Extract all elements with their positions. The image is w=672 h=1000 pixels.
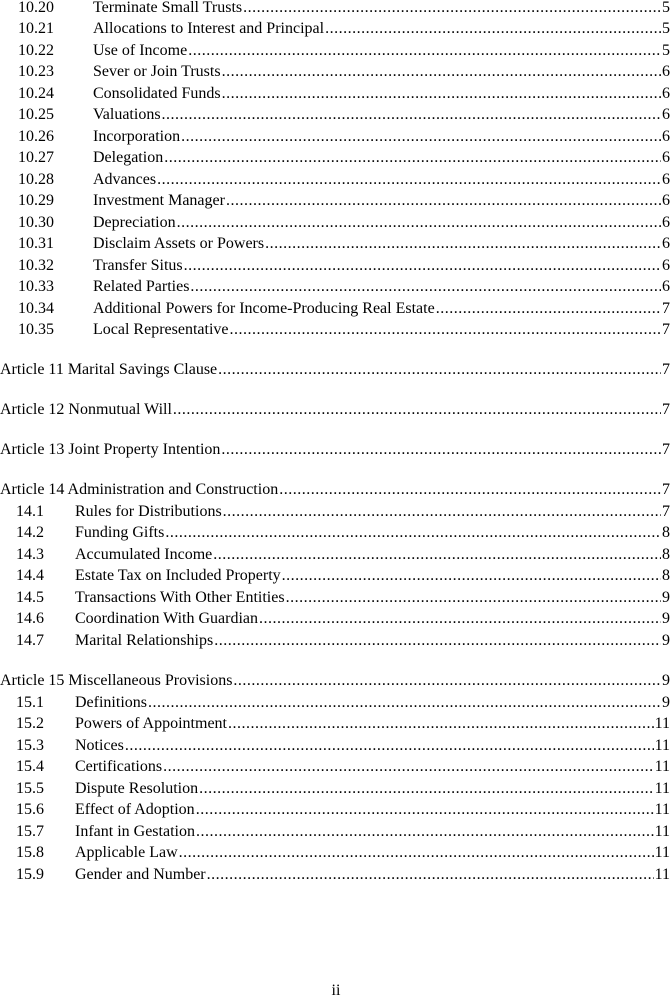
- toc-entry-10-28[interactable]: [0, 169, 670, 190]
- dot-leader: [181, 126, 661, 147]
- dot-leader: [286, 587, 661, 608]
- page-number: 8: [662, 567, 670, 584]
- section-number: 15.9: [16, 866, 44, 883]
- toc-entry-14-2[interactable]: [0, 522, 670, 543]
- dot-leader: [162, 104, 661, 125]
- dot-leader: [199, 778, 653, 799]
- section-number: 10.22: [18, 42, 54, 59]
- dot-leader: [233, 670, 661, 691]
- dot-leader: [165, 522, 661, 543]
- toc-entry-15-8[interactable]: [0, 842, 670, 863]
- toc-entry-10-22[interactable]: [0, 40, 670, 61]
- section-title: Transactions With Other Entities: [75, 589, 285, 606]
- page-number: 7: [662, 441, 670, 458]
- section-number: 14.5: [16, 589, 44, 606]
- toc-entry-10-29[interactable]: [0, 190, 670, 211]
- page-number: 9: [662, 589, 670, 606]
- page-number: 11: [654, 866, 670, 883]
- dot-leader: [190, 276, 661, 297]
- section-title: Additional Powers for Income-Producing Real Estate: [93, 300, 435, 317]
- dot-leader: [188, 40, 661, 61]
- dot-leader: [164, 147, 661, 168]
- dot-leader: [218, 359, 661, 380]
- section-number: 15.1: [16, 694, 44, 711]
- page-number: 5: [662, 0, 670, 16]
- section-number: 15.3: [16, 737, 44, 754]
- article-title: Article 14 Administration and Construction: [0, 481, 279, 498]
- section-number: 10.30: [18, 214, 54, 231]
- dot-leader: [125, 735, 654, 756]
- dot-leader: [184, 255, 661, 276]
- section-title: Sever or Join Trusts: [93, 63, 221, 80]
- dot-leader: [279, 479, 661, 500]
- toc-entry-10-24[interactable]: [0, 83, 670, 104]
- section-title: Disclaim Assets or Powers: [93, 235, 265, 252]
- section-number: 15.7: [16, 823, 44, 840]
- page-number: 6: [662, 149, 670, 166]
- section-title: Investment Manager: [93, 192, 225, 209]
- section-title: Certifications: [75, 758, 163, 775]
- toc-entry-15-3[interactable]: [0, 735, 670, 756]
- page-footer-number: ii: [331, 982, 341, 999]
- section-title: Gender and Number: [75, 866, 206, 883]
- article-title: Article 13 Joint Property Intention: [0, 441, 221, 458]
- page-number: 9: [662, 632, 670, 649]
- page-number: 6: [662, 257, 670, 274]
- toc-entry-10-30[interactable]: [0, 212, 670, 233]
- section-title: Terminate Small Trusts: [93, 0, 243, 16]
- dot-leader: [214, 630, 661, 651]
- dot-leader: [259, 608, 661, 629]
- dot-leader: [179, 842, 654, 863]
- section-number: 10.35: [18, 321, 54, 338]
- section-number: 10.25: [18, 106, 54, 123]
- toc-entry-14-5[interactable]: [0, 587, 670, 608]
- section-title: Notices: [75, 737, 124, 754]
- section-number: 15.5: [16, 780, 44, 797]
- dot-leader: [228, 713, 654, 734]
- section-title: Marital Relationships: [75, 632, 214, 649]
- section-title: Dispute Resolution: [75, 780, 199, 797]
- dot-leader: [222, 83, 661, 104]
- section-number: 14.7: [16, 632, 44, 649]
- section-number: 10.33: [18, 278, 54, 295]
- section-title: Funding Gifts: [75, 524, 165, 541]
- dot-leader: [196, 821, 654, 842]
- dot-leader: [282, 565, 661, 586]
- dot-leader: [163, 756, 654, 777]
- section-number: 15.6: [16, 801, 44, 818]
- page-number: 6: [662, 171, 670, 188]
- section-number: 15.2: [16, 715, 44, 732]
- toc-entry-10-20[interactable]: [0, 0, 670, 18]
- toc-entry-10-21[interactable]: [0, 18, 670, 39]
- dot-leader: [221, 439, 661, 460]
- page-number: 11: [654, 801, 670, 818]
- toc-entry-10-32[interactable]: [0, 255, 670, 276]
- toc-entry-10-33[interactable]: [0, 276, 670, 297]
- page-number: 6: [662, 278, 670, 295]
- section-number: 10.26: [18, 128, 54, 145]
- toc-entry-15-5[interactable]: [0, 778, 670, 799]
- article-title: Article 12 Nonmutual Will: [0, 401, 172, 418]
- section-number: 10.32: [18, 257, 54, 274]
- page-number: 9: [662, 694, 670, 711]
- toc-article-14[interactable]: [0, 479, 670, 500]
- toc-entry-10-25[interactable]: [0, 104, 670, 125]
- toc-entry-15-2[interactable]: [0, 713, 670, 734]
- toc-entry-15-4[interactable]: [0, 756, 670, 777]
- page-number: 7: [662, 300, 670, 317]
- page-number: 6: [662, 63, 670, 80]
- dot-leader: [325, 18, 661, 39]
- dot-leader: [213, 544, 661, 565]
- section-number: 14.4: [16, 567, 44, 584]
- section-number: 15.8: [16, 844, 44, 861]
- article-title: Article 15 Miscellaneous Provisions: [0, 672, 233, 689]
- page-number: 7: [662, 321, 670, 338]
- section-number: 14.3: [16, 546, 44, 563]
- toc-entry-10-26[interactable]: [0, 126, 670, 147]
- dot-leader: [173, 399, 661, 420]
- toc-entry-10-23[interactable]: [0, 61, 670, 82]
- toc-entry-15-7[interactable]: [0, 821, 670, 842]
- toc-entry-14-3[interactable]: [0, 544, 670, 565]
- section-title: Consolidated Funds: [93, 85, 221, 102]
- section-number: 10.28: [18, 171, 54, 188]
- toc-entry-10-27[interactable]: [0, 147, 670, 168]
- dot-leader: [157, 169, 661, 190]
- section-number: 10.23: [18, 63, 54, 80]
- section-title: Related Parties: [93, 278, 190, 295]
- toc-article-15[interactable]: [0, 670, 670, 691]
- section-title: Transfer Situs: [93, 257, 183, 274]
- page-number: 9: [662, 672, 670, 689]
- section-title: Applicable Law: [75, 844, 178, 861]
- toc-article-13[interactable]: [0, 439, 670, 460]
- section-title: Powers of Appointment: [75, 715, 227, 732]
- section-title: Advances: [93, 171, 157, 188]
- dot-leader: [243, 0, 661, 18]
- section-number: 10.21: [18, 20, 54, 37]
- page-number: 6: [662, 214, 670, 231]
- section-number: 14.6: [16, 610, 44, 627]
- section-title: Valuations: [93, 106, 161, 123]
- toc-entry-15-6[interactable]: [0, 799, 670, 820]
- page-number: 8: [662, 524, 670, 541]
- toc-entry-15-9[interactable]: [0, 864, 670, 885]
- page-number: 11: [654, 715, 670, 732]
- toc-article-12[interactable]: [0, 399, 670, 420]
- section-title: Accumulated Income: [75, 546, 213, 563]
- section-title: Depreciation: [93, 214, 176, 231]
- section-number: 10.27: [18, 149, 54, 166]
- section-title: Infant in Gestation: [75, 823, 195, 840]
- section-number: 10.29: [18, 192, 54, 209]
- toc-entry-14-4[interactable]: [0, 565, 670, 586]
- dot-leader: [207, 864, 654, 885]
- page-number: 5: [662, 42, 670, 59]
- dot-leader: [177, 212, 661, 233]
- page-number: 6: [662, 192, 670, 209]
- page-number: 7: [662, 503, 670, 520]
- page-number: 6: [662, 128, 670, 145]
- page-number: 11: [654, 737, 670, 754]
- section-title: Estate Tax on Included Property: [75, 567, 281, 584]
- section-number: 14.1: [16, 503, 44, 520]
- section-number: 10.24: [18, 85, 54, 102]
- dot-leader: [265, 233, 661, 254]
- section-number: 15.4: [16, 758, 44, 775]
- section-title: Allocations to Interest and Principal: [93, 20, 325, 37]
- page-number: 6: [662, 235, 670, 252]
- dot-leader: [230, 319, 662, 340]
- page-number: 8: [662, 546, 670, 563]
- page-number: 9: [662, 610, 670, 627]
- section-number: 10.34: [18, 300, 54, 317]
- page-number: 11: [654, 844, 670, 861]
- article-title: Article 11 Marital Savings Clause: [0, 361, 218, 378]
- dot-leader: [436, 298, 661, 319]
- toc-entry-14-1[interactable]: [0, 501, 670, 522]
- section-number: 10.31: [18, 235, 54, 252]
- section-title: Rules for Distributions: [75, 503, 222, 520]
- page-number: 6: [662, 85, 670, 102]
- page-number: 7: [662, 481, 670, 498]
- toc-entry-10-35[interactable]: [0, 319, 670, 340]
- toc-article-11[interactable]: [0, 359, 670, 380]
- section-title: Delegation: [93, 149, 164, 166]
- dot-leader: [226, 190, 661, 211]
- dot-leader: [222, 61, 661, 82]
- section-title: Incorporation: [93, 128, 181, 145]
- page-number: 11: [654, 780, 670, 797]
- page-number: 7: [662, 361, 670, 378]
- dot-leader: [223, 501, 661, 522]
- section-title: Local Representative: [93, 321, 229, 338]
- page-number: 7: [662, 401, 670, 418]
- section-title: Definitions: [75, 694, 147, 711]
- toc-entry-10-31[interactable]: [0, 233, 670, 254]
- page-number: 11: [654, 823, 670, 840]
- page-number: 5: [662, 20, 670, 37]
- section-title: Coordination With Guardian: [75, 610, 259, 627]
- toc-entry-15-1[interactable]: [0, 692, 670, 713]
- toc-entry-14-6[interactable]: [0, 608, 670, 629]
- section-title: Effect of Adoption: [75, 801, 195, 818]
- dot-leader: [148, 692, 661, 713]
- page-number: 6: [662, 106, 670, 123]
- section-number: 14.2: [16, 524, 44, 541]
- section-title: Use of Income: [93, 42, 188, 59]
- toc-entry-14-7[interactable]: [0, 630, 670, 651]
- page-number: 11: [654, 758, 670, 775]
- toc-entry-10-34[interactable]: [0, 298, 670, 319]
- dot-leader: [196, 799, 654, 820]
- section-number: 10.20: [18, 0, 54, 16]
